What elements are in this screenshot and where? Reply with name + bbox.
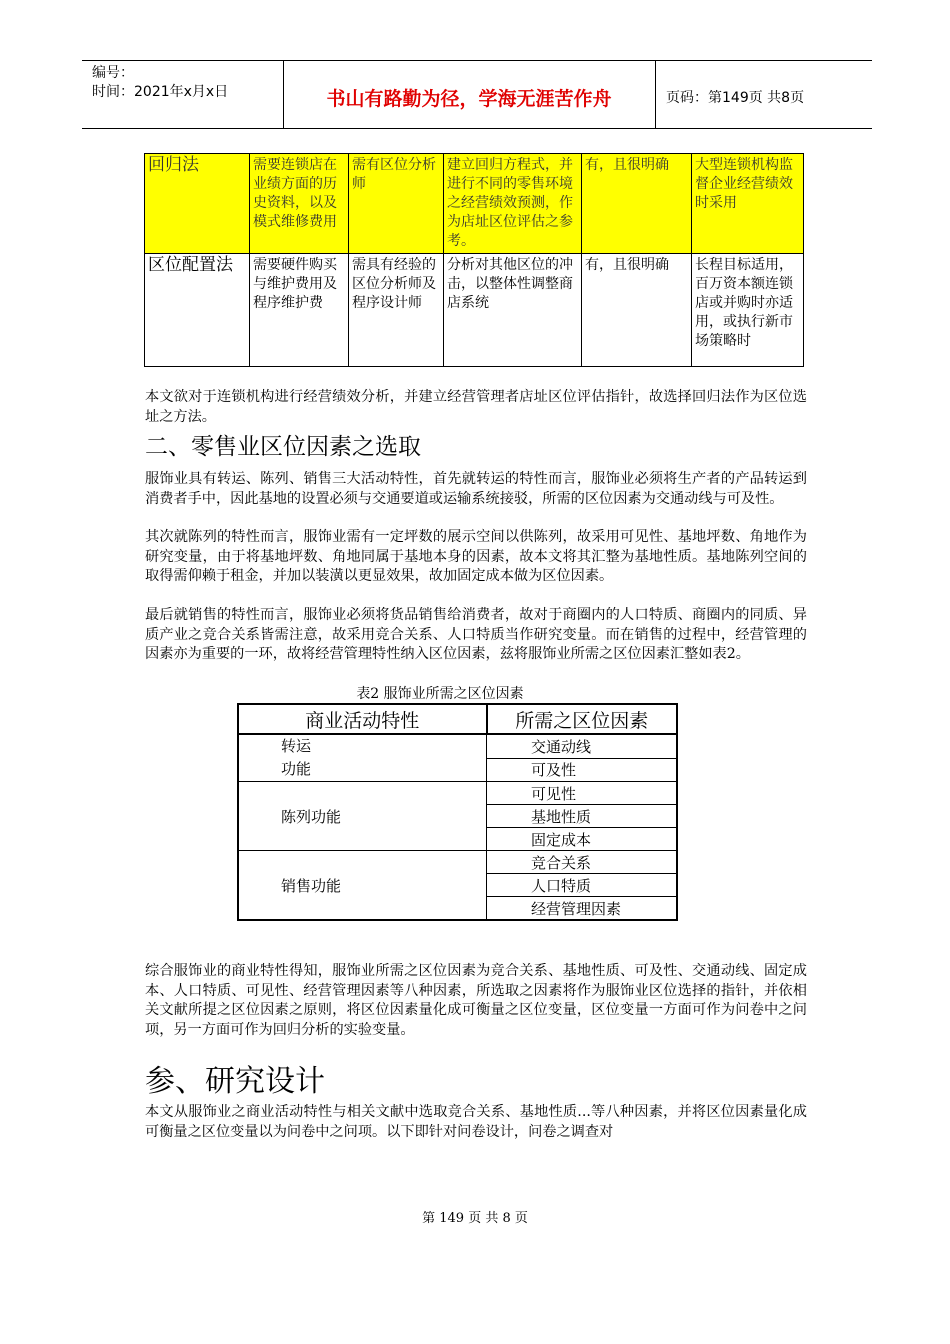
table-row (238, 734, 677, 758)
page-footer: 第 149 页 共 8 页 (422, 1211, 528, 1226)
time-label: 时间：2021年x月x日 (92, 84, 229, 100)
table-cell: 需要连锁店在业绩方面的历史资料，以及模式维修费用 (250, 154, 349, 254)
table-row (145, 154, 804, 254)
table-header-row (238, 704, 677, 734)
table-cell: 长程目标适用，百万资本额连锁店或并购时亦适用，或执行新市场策略时 (692, 254, 804, 367)
column-header: 所需之区位因素 (487, 704, 678, 734)
activity-cell: 销售功能 (238, 851, 487, 921)
paragraph: 最后就销售的特性而言，服饰业必须将货品销售给消费者，故对于商圈内的人口特质、商圈内的同质、异质产业之竞合关系皆需注意，故采用竞合关系、人口特质当作研究变量。而在销售的过程中，经营管理的因素亦为重要的一环，故将经营管理特性纳入区位因素，兹将服饰业所需之区位因素汇整如表2。 (145, 607, 807, 662)
location-factor-table (237, 703, 678, 921)
factor-cell: 交通动线 (487, 734, 678, 758)
factor-cell: 人口特质 (487, 874, 678, 897)
activity-label: 转运功能 (281, 737, 312, 778)
table-row (145, 254, 804, 367)
paragraph: 其次就陈列的特性而言，服饰业需有一定坪数的展示空间以供陈列，故采用可见性、基地坪数、角地作为研究变量，由于将基地坪数、角地同属于基地本身的因素，故本文将其汇整为基地性质。基地陈列空间的取得需仰赖于租金，并加以装潢以更显效果，故加固定成本做为区位因素。 (145, 529, 807, 584)
paragraph: 本文欲对于连锁机构进行经营绩效分析，并建立经营管理者店址区位评估指针，故选择回归法作为区位选址之方法。 (145, 389, 807, 425)
factor-cell: 经营管理因素 (487, 897, 678, 921)
header-meta (92, 64, 228, 102)
paragraph: 服饰业具有转运、陈列、销售三大活动特性，首先就转运的特性而言，服饰业必须将生产者的产品转运到消费者手中，因此基地的设置必须与交通要道或运输系统接驳，所需的区位因素为交通动线与可及性。 (145, 471, 807, 507)
header-page-label: 页码：第149页 共8页 (666, 90, 805, 106)
header-bottom-rule (82, 128, 872, 129)
table-cell: 有，且很明确 (582, 154, 692, 254)
paragraph: 综合服饰业的商业特性得知，服饰业所需之区位因素为竞合关系、基地性质、可及性、交通动线、固定成本、人口特质、可见性、经营管理因素等八种因素，所选取之因素将作为服饰业区位选择的指针，并依相关文献所提之区位因素之原则，将区位因素量化成可衡量之区位变量，区位变量一方面可作为问卷中之问项，另一方面可作为回归分析的实验变量。 (145, 963, 807, 1038)
factor-cell: 固定成本 (487, 828, 678, 851)
section-heading: 参、研究设计 (145, 1064, 325, 1099)
header-divider (655, 60, 656, 128)
header-motto: 书山有路勤为径，学海无涯苦作舟 (326, 88, 612, 110)
table-cell: 需要硬件购买与维护费用及程序维护费 (250, 254, 349, 367)
factor-cell: 竞合关系 (487, 851, 678, 874)
factor-cell: 基地性质 (487, 805, 678, 828)
paragraph: 本文从服饰业之商业活动特性与相关文献中选取竞合关系、基地性质...等八种因素，并将区位因素量化成可衡量之区位变量以为问卷中之问项。以下即针对问卷设计，问卷之调查对 (145, 1104, 807, 1140)
header-top-rule (82, 60, 872, 61)
table-cell: 分析对其他区位的冲击，以整体性调整商店系统 (444, 254, 582, 367)
table-cell: 有，且很明确 (582, 254, 692, 367)
section-heading: 二、零售业区位因素之选取 (145, 434, 421, 460)
table-cell: 回归法 (145, 154, 250, 254)
table-row (238, 782, 677, 805)
table-cell: 建立回归方程式，并进行不同的零售环境之经营绩效预测，作为店址区位评估之参考。 (444, 154, 582, 254)
activity-cell: 陈列功能 (238, 782, 487, 851)
table-cell: 需具有经验的区位分析师及程序设计师 (349, 254, 444, 367)
number-label: 编号： (92, 65, 134, 81)
column-header: 商业活动特性 (238, 704, 487, 734)
method-comparison-table (144, 153, 804, 367)
table-cell: 需有区位分析师 (349, 154, 444, 254)
factor-cell: 可见性 (487, 782, 678, 805)
table-cell: 区位配置法 (145, 254, 250, 367)
table-cell: 大型连锁机构监督企业经营绩效时采用 (692, 154, 804, 254)
activity-cell (238, 734, 487, 782)
factor-cell: 可及性 (487, 758, 678, 782)
table-row (238, 851, 677, 874)
table-caption: 表2 服饰业所需之区位因素 (356, 686, 524, 702)
